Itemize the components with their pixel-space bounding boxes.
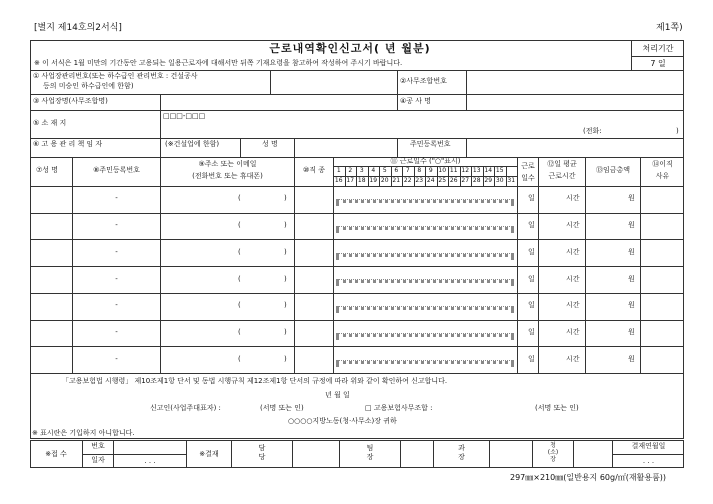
date-line[interactable]: 년 월 일: [325, 391, 350, 399]
field-4-label: ④공 사 명: [400, 97, 432, 105]
day-label-1: 1: [336, 167, 341, 174]
phone-paren-open: (: [238, 274, 241, 283]
leave-reason-input[interactable]: [641, 187, 683, 212]
day-label-12: 12: [461, 167, 470, 174]
phone-label: (전화:: [583, 127, 602, 135]
approval-date-label: 결재연월일: [631, 442, 666, 450]
worker-name-input[interactable]: [31, 294, 71, 319]
day-label-25: 25: [438, 177, 447, 184]
phone-paren-open: (: [238, 194, 241, 203]
workdays-mark-line[interactable]: [336, 306, 514, 310]
worker-name-input[interactable]: [31, 240, 71, 265]
phone-paren-open: (: [238, 354, 241, 363]
day-label-17: 17: [346, 177, 355, 184]
workdays-mark-line[interactable]: [336, 199, 514, 203]
office-association-number-input[interactable]: [467, 71, 683, 93]
work-days-label-1: 근로: [521, 162, 535, 170]
hours-unit: 시간: [566, 354, 580, 363]
col-wage-header: ⑬임금총액: [595, 166, 631, 174]
day-label-8: 8: [417, 167, 422, 174]
reporter-sign[interactable]: (서명 또는 인): [260, 404, 304, 412]
field-5-label: ⑤ 소 재 지: [33, 119, 67, 127]
manager-name-label: 성 명: [262, 140, 278, 148]
workdays-mark-line[interactable]: [336, 226, 514, 230]
addressee: ○○○○지방노동(청·사무소)장 귀하: [288, 417, 397, 425]
day-label-24: 24: [426, 177, 435, 184]
day-label-13: 13: [472, 167, 481, 174]
day-label-6: 6: [394, 167, 399, 174]
phone-paren-open: (: [238, 327, 241, 336]
col-job-header: ⑩직 종: [302, 166, 326, 174]
job-type-input[interactable]: [295, 240, 332, 265]
receipt-number-label: 번호: [91, 442, 105, 450]
worker-name-input[interactable]: [31, 347, 71, 372]
workplace-name-input[interactable]: [161, 95, 396, 110]
work-days-unit: 일: [528, 354, 535, 363]
phone-paren-open: (: [238, 301, 241, 310]
hours-unit: 시간: [566, 247, 580, 256]
form-number: [별지 제14호의2서식]: [34, 23, 122, 33]
leave-reason-input[interactable]: [641, 214, 683, 239]
resident-number-dash[interactable]: -: [115, 301, 118, 310]
col-workdays-header: ⑪ 근로일수 ("○"표시): [390, 157, 461, 165]
job-type-input[interactable]: [295, 187, 332, 212]
workdays-mark-line[interactable]: [336, 360, 514, 364]
field-1-label-2: 등의 미승인 하수급인에 한함): [43, 82, 134, 90]
wage-unit: 원: [628, 274, 635, 283]
col-leave-reason-header: ⑭이직: [652, 160, 673, 168]
phone-paren-close: ): [284, 301, 287, 310]
worker-name-input[interactable]: [31, 267, 71, 292]
day-label-15: 15: [495, 167, 504, 174]
project-name-input[interactable]: [467, 95, 683, 110]
reporter-label: 신고인(사업주대표자) :: [150, 404, 221, 412]
work-days-unit: 일: [528, 221, 535, 230]
field-2-label: ②사무조합번호: [400, 77, 447, 85]
worker-name-input[interactable]: [31, 187, 71, 212]
col-address-sub-header: (전화번호 또는 휴대폰): [192, 172, 263, 180]
phone-paren-open: (: [238, 221, 241, 230]
day-label-23: 23: [415, 177, 424, 184]
leave-reason-input[interactable]: [641, 240, 683, 265]
day-label-14: 14: [484, 167, 493, 174]
day-label-30: 30: [495, 177, 504, 184]
hours-unit: 시간: [566, 274, 580, 283]
processing-period-label: 처리기간: [642, 44, 674, 53]
manager-resident-input[interactable]: [467, 139, 683, 156]
work-days-unit: 일: [528, 301, 535, 310]
col-avg-hours-header: ⑫일 평균: [547, 160, 577, 168]
hours-unit: 시간: [566, 221, 580, 230]
wage-unit: 원: [628, 327, 635, 336]
form-title: 근로내역확인신고서( 년 월분): [269, 42, 431, 55]
work-days-unit: 일: [528, 274, 535, 283]
phone-paren-close: ): [284, 274, 287, 283]
leave-reason-input[interactable]: [641, 267, 683, 292]
approval-date-dots[interactable]: . . .: [642, 457, 655, 465]
workplace-number-input[interactable]: [271, 71, 397, 93]
wage-unit: 원: [628, 194, 635, 203]
day-label-21: 21: [392, 177, 401, 184]
manager-resident-label: 주민등록번호: [410, 140, 451, 148]
address-input[interactable]: [161, 123, 581, 137]
phone-paren-close: ): [284, 327, 287, 336]
leave-reason-input[interactable]: [641, 294, 683, 319]
wage-unit: 원: [628, 221, 635, 230]
work-days-label-2: 일수: [521, 174, 535, 182]
phone-paren-close: ): [284, 247, 287, 256]
job-type-input[interactable]: [295, 321, 332, 346]
workdays-mark-line[interactable]: [336, 253, 514, 257]
day-label-9: 9: [428, 167, 433, 174]
job-type-input[interactable]: [295, 347, 332, 372]
leave-reason-input[interactable]: [641, 347, 683, 372]
job-type-input[interactable]: [295, 267, 332, 292]
day-label-18: 18: [357, 177, 366, 184]
wage-unit: 원: [628, 301, 635, 310]
field-6-label: ⑥ 고 용 관 리 책 임 자: [33, 140, 103, 148]
day-label-22: 22: [403, 177, 412, 184]
day-label-28: 28: [472, 177, 481, 184]
day-label-5: 5: [382, 167, 387, 174]
day-label-16: 16: [334, 177, 343, 184]
day-label-2: 2: [348, 167, 353, 174]
hours-unit: 시간: [566, 327, 580, 336]
resident-number-dash[interactable]: -: [115, 274, 118, 283]
workdays-mark-line[interactable]: [336, 279, 514, 283]
wage-unit: 원: [628, 247, 635, 256]
page-label: 제1쪽): [656, 23, 683, 33]
col-resident-header: ⑧주민등록번호: [93, 166, 140, 174]
phone-paren-close: ): [284, 221, 287, 230]
phone-paren-open: (: [238, 247, 241, 256]
col-leave-reason-sub-header: 사유: [655, 172, 670, 180]
field-6-note: (※건설업에 한함): [165, 140, 220, 148]
work-days-unit: 일: [528, 247, 535, 256]
receipt-date-dots[interactable]: . . .: [144, 457, 156, 465]
worker-name-input[interactable]: [31, 214, 71, 239]
work-days-unit: 일: [528, 194, 535, 203]
col-name-header: ⑦성 명: [36, 166, 59, 174]
day-label-27: 27: [461, 177, 470, 184]
field-3-label: ③ 사업장명(사무조합명): [33, 97, 108, 105]
work-days-unit: 일: [528, 327, 535, 336]
staff-label: 담 당: [258, 444, 266, 462]
paper-size: 297㎜×210㎜(일반용지 60g/㎡(재활용품)): [510, 473, 667, 482]
processing-period-value: 7 일: [650, 59, 666, 68]
agency-label[interactable]: □ 고용보험사무조합 :: [365, 404, 433, 412]
day-label-7: 7: [405, 167, 410, 174]
job-type-input[interactable]: [295, 294, 332, 319]
day-label-26: 26: [449, 177, 458, 184]
footer-note: ※ 표시란은 기입하지 아니합니다.: [32, 429, 135, 437]
col-avg-hours-sub-header: 근로시간: [548, 172, 576, 180]
zip-code-boxes[interactable]: □□□-□□□: [163, 112, 206, 120]
agency-sign[interactable]: (서명 또는 인): [535, 404, 579, 412]
col-address-header: ⑨주소 또는 이메일: [198, 160, 257, 168]
worker-name-input[interactable]: [31, 321, 71, 346]
approval-label: ※결재: [199, 450, 219, 458]
hours-unit: 시간: [566, 301, 580, 310]
team-leader-label: 팀 장: [366, 444, 374, 462]
resident-number-dash[interactable]: -: [115, 221, 118, 230]
leave-reason-input[interactable]: [641, 321, 683, 346]
day-label-3: 3: [359, 167, 364, 174]
day-label-19: 19: [369, 177, 378, 184]
wage-unit: 원: [628, 354, 635, 363]
field-1-label: ① 사업장관리번호(또는 하수급인 관리번호 : 건설공사: [33, 72, 198, 80]
notice-text: ※ 이 서식은 1월 미만의 기간동안 고용되는 일용근로자에 대해서만 뒤쪽 기재요령을 참고하여 작성하여 주시기 바랍니다.: [34, 59, 403, 67]
resident-number-dash[interactable]: -: [115, 327, 118, 336]
receipt-label: ※접 수: [45, 450, 67, 458]
day-label-4: 4: [371, 167, 376, 174]
day-label-31: 31: [507, 177, 516, 184]
hours-unit: 시간: [566, 194, 580, 203]
phone-close-paren: ): [676, 127, 679, 135]
day-label-11: 11: [449, 167, 458, 174]
day-label-20: 20: [380, 177, 389, 184]
resident-number-dash[interactable]: -: [115, 354, 118, 363]
resident-number-dash[interactable]: -: [115, 247, 118, 256]
office-chief-label: 청 (소) 장: [547, 442, 559, 464]
phone-paren-close: ): [284, 354, 287, 363]
manager-name-input[interactable]: [295, 139, 395, 156]
workdays-mark-line[interactable]: [336, 333, 514, 337]
resident-number-dash[interactable]: -: [115, 194, 118, 203]
declaration-text: 「고용보험법 시행령」 제10조제1항 단서 및 동법 시행규칙 제12조제1항 단서의 규정에 따라 위와 같이 확인하여 신고합니다.: [62, 377, 448, 385]
job-type-input[interactable]: [295, 214, 332, 239]
receipt-date-label: 일자: [91, 456, 105, 464]
day-label-29: 29: [484, 177, 493, 184]
day-label-10: 10: [438, 167, 447, 174]
phone-paren-close: ): [284, 194, 287, 203]
section-chief-label: 과 장: [458, 444, 465, 462]
